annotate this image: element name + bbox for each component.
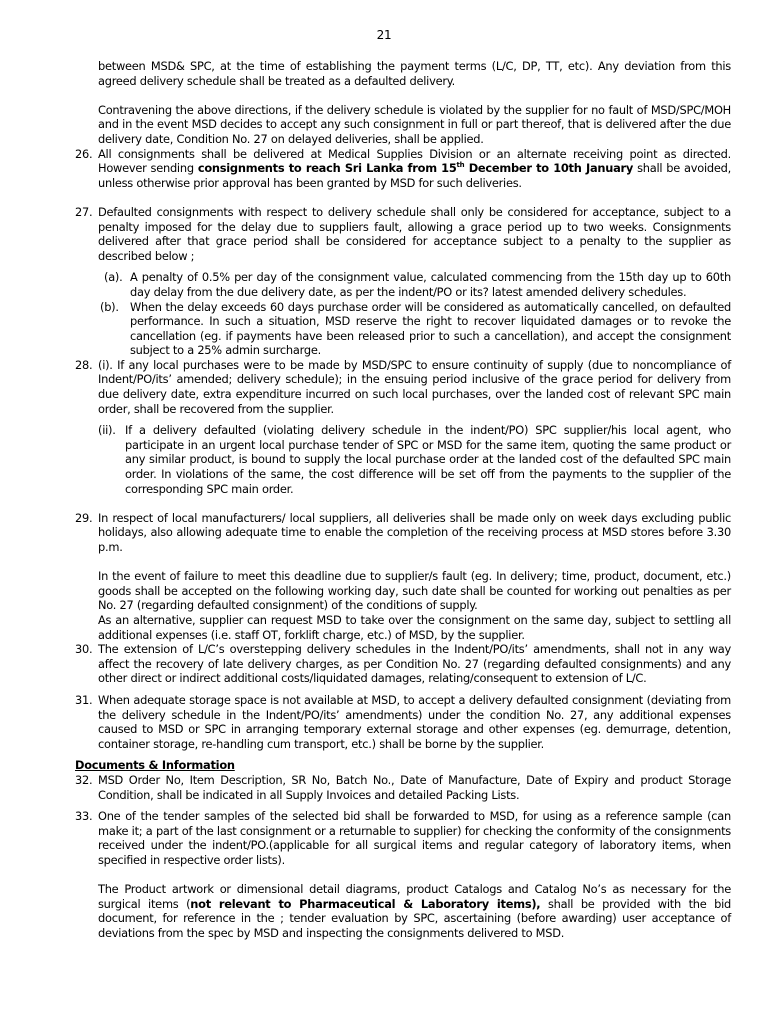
clause-29-paragraph-3: As an alternative, supplier can request MSD to take over the consignment on the same day, subject to settling all additional expenses (i.e. staff OT, forklift charge, etc.) of MSD, by the supplier. xyxy=(98,612,731,642)
sub-text: A penalty of 0.5% per day of the consignment value, calculated commencing from the 15th day up to 60th day delay from the due delivery date, as per the indent/PO or its? latest amended delivery schedules. xyxy=(130,270,731,299)
clause-text: Defaulted consignments with respect to delivery schedule shall only be considered for acceptance, subject to a penalty imposed for the delay due to suppliers fault, allowing a grace period up to two weeks. Consignments delivered after that grace period shall be considered for acceptance subject to a penalty to the supplier as described below ; xyxy=(98,204,731,263)
clause-number: 27. xyxy=(75,204,93,219)
intro-paragraph-2: Contravening the above directions, if the delivery schedule is violated by the supplier for no fault of MSD/SPC/MOH and in the event MSD decides to accept any such consignment in full or part thereof, that is delivered after the due delivery date, Condition No. 27 on delayed deliveries, shall be applied. xyxy=(98,102,731,146)
clause-28-ii xyxy=(75,423,731,496)
intro-paragraph-1: between MSD& SPC, at the time of establishing the payment terms (L/C, DP, TT, etc). Any deviation from this agreed delivery schedule shall be treated as a defaulted delivery. xyxy=(98,59,731,88)
clause-text: MSD Order No, Item Description, SR No, Batch No., Date of Manufacture, Date of Expiry and product Storage Condition, shall be indicated in all Supply Invoices and detailed Packing Lists. xyxy=(98,772,731,802)
clause-text: The Product artwork or dimensional detail diagrams, product Catalogs and Catalog No’s as necessary for the surgical items ( xyxy=(98,882,731,911)
sub-label: (ii). xyxy=(98,423,116,438)
clause-27 xyxy=(75,205,731,263)
clause-30 xyxy=(75,642,731,686)
clause-33-paragraph-2 xyxy=(75,882,731,940)
clause-26 xyxy=(75,147,731,191)
clause-bold-text: December to 10th January xyxy=(464,161,634,176)
document-body xyxy=(75,59,731,940)
clause-text: When adequate storage space is not available at MSD, to accept a delivery defaulted consignment (deviating from the delivery schedule in the Indent/PO/its’ amendments) under the condition No. 27, any additional expenses caused to MSD or SPC in arranging temporary external storage and other expenses (eg. demurrage, detention, container storage, re-handling cum transport, etc.) shall be borne by the supplier. xyxy=(98,692,731,751)
clause-32 xyxy=(75,773,731,802)
clause-number: 29. xyxy=(75,510,93,525)
sub-label: (b). xyxy=(100,299,119,314)
sub-text: If a delivery defaulted (violating delivery schedule in the indent/PO) SPC supplier/his local agent, who participate in an urgent local purchase tender of SPC or MSD for the same item, quoting the same product or any similar product, is bound to supply the local purchase order at the landed cost of the defaulted SPC main order. In violations of the same, the cost difference will be set off from the payments to the supplier of the corresponding SPC main order. xyxy=(125,423,731,496)
clause-31 xyxy=(75,693,731,751)
clause-number: 26. xyxy=(75,146,93,161)
clause-number: 31. xyxy=(75,692,93,707)
clause-bold-text: not relevant to Pharmaceutical & Laboratory items), xyxy=(190,896,541,911)
clause-text: (i). If any local purchases were to be made by MSD/SPC to ensure continuity of supply (due to noncompliance of Indent/PO/its’ amended; delivery schedule); in the ensuing period inclusive of the grace period for delivery from due delivery date, extra expenditure incurred on such local purchases, over the landed cost of relevant SPC main order, shall be recovered from the supplier. xyxy=(98,357,731,416)
clause-bold-text: consignments to reach Sri Lanka from 15 xyxy=(197,161,457,176)
clause-27-a xyxy=(75,270,731,299)
clause-29 xyxy=(75,511,731,555)
clause-number: 30. xyxy=(75,642,93,657)
clause-text: One of the tender samples of the selected bid shall be forwarded to MSD, for using as a reference sample (can make it; a part of the last consignment or a returnable to supplier) for checking the conformity of the consignments received under the indent/PO.(applicable for all surgical items and regular category of laboratory items, when specified in respective order lists). xyxy=(98,809,731,867)
section-heading: Documents & Information xyxy=(75,758,235,773)
clause-text: shall be provided with the bid document, for reference in the ; tender evaluation by SPC, ascertaining (before awarding) user acceptance of deviations from the spec by MSD and inspecting the consignments delivered to MSD. xyxy=(98,896,731,940)
clause-28 xyxy=(75,358,731,416)
clause-29-paragraph-2: In the event of failure to meet this deadline due to supplier/s fault (eg. In delivery; time, product, document, etc.) goods shall be accepted on the following working day, such date shall be counted for working out penalties as per No. 27 (regarding defaulted consignment) of the conditions of supply. xyxy=(98,569,731,613)
sub-label: (a). xyxy=(104,270,123,285)
clause-number: 33. xyxy=(75,809,93,824)
clause-text: shall be avoided, unless otherwise prior approval has been granted by MSD for such deliveries. xyxy=(98,161,731,190)
clause-number: 28. xyxy=(75,357,93,372)
clause-text: All consignments shall be delivered at Medical Supplies Division or an alternate receiving point as directed. However sending xyxy=(98,146,731,176)
clause-33 xyxy=(75,809,731,867)
page-number: 21 xyxy=(376,28,392,42)
clause-text: The extension of L/C’s overstepping delivery schedules in the Indent/PO/its’ amendments, shall not in any way affect the recovery of late delivery charges, as per Condition No. 27 (regarding defaulted consignments) and any other direct or indirect additional costs/liquidated damages, relating/consequent to extension of L/C. xyxy=(98,642,731,686)
sub-text: When the delay exceeds 60 days purchase order will be considered as automatically cancelled, on defaulted performance. In such a situation, MSD reserve the right to recover liquidated damages or to revoke the cancellation (eg. if payments have been released prior to such a cancellation), and accept the consignment subject to a 25% admin surcharge. xyxy=(130,299,731,358)
clause-number: 32. xyxy=(75,772,93,787)
clause-text: In respect of local manufacturers/ local suppliers, all deliveries shall be made only on week days excluding public holidays, also allowing adequate time to enable the completion of the receiving process at MSD stores before 3.30 p.m. xyxy=(98,510,731,554)
clause-27-b xyxy=(75,300,731,358)
superscript: th xyxy=(456,161,465,170)
